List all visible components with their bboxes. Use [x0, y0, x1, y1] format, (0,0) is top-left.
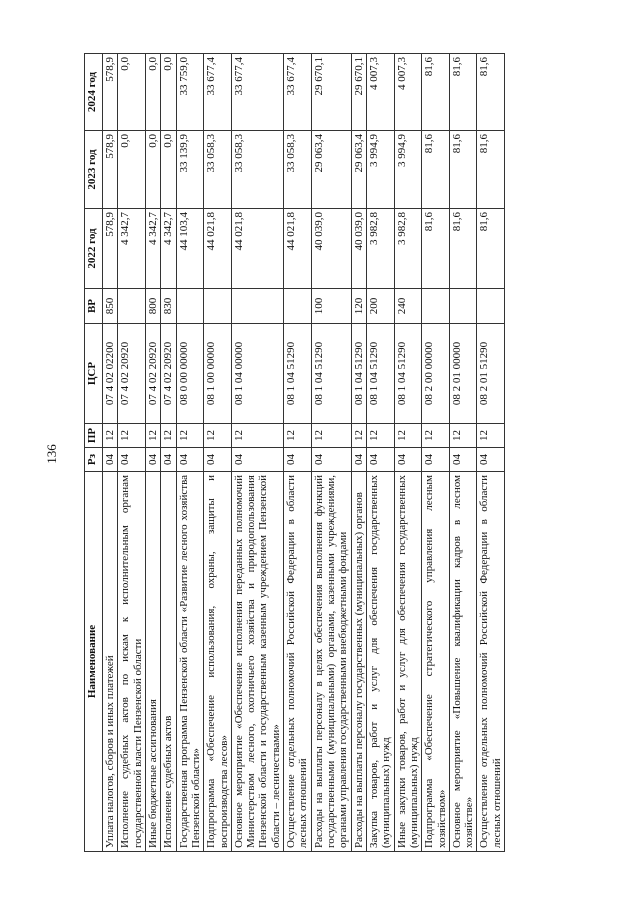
cell-csr: 08 2 01 51290 — [477, 324, 505, 424]
cell-2022: 40 039,0 — [311, 209, 351, 289]
cell-2022: 44 021,8 — [231, 209, 283, 289]
cell-2023: 81,6 — [449, 131, 477, 209]
cell-pr: 12 — [394, 424, 422, 448]
cell-2023: 33 058,3 — [231, 131, 283, 209]
cell-vr — [422, 289, 450, 324]
table-row — [366, 54, 394, 852]
cell-csr: 07 4 02 20920 — [118, 324, 146, 424]
cell-name: Подпрограмма «Обеспечение использования, охраны, защиты и воспроизводства лесов» — [204, 472, 232, 852]
cell-2023: 578,9 — [103, 131, 118, 209]
cell-csr: 08 1 04 51290 — [394, 324, 422, 424]
budget-table — [84, 53, 505, 852]
table-row — [231, 54, 283, 852]
cell-rz: 04 — [422, 448, 450, 472]
cell-rz: 04 — [351, 448, 366, 472]
cell-vr — [231, 289, 283, 324]
cell-rz: 04 — [231, 448, 283, 472]
cell-2023: 29 063,4 — [351, 131, 366, 209]
table-row — [118, 54, 146, 852]
cell-2024: 29 670,1 — [311, 54, 351, 131]
cell-2022: 81,6 — [422, 209, 450, 289]
cell-csr: 08 1 04 51290 — [351, 324, 366, 424]
cell-2023: 0,0 — [118, 131, 146, 209]
cell-name: Уплата налогов, сборов и иных платежей — [103, 472, 118, 852]
cell-vr — [204, 289, 232, 324]
cell-2024: 81,6 — [422, 54, 450, 131]
cell-csr: 07 4 02 20920 — [145, 324, 160, 424]
cell-2024: 4 007,3 — [366, 54, 394, 131]
cell-name: Основное мероприятие «Обеспечение исполнения переданных полномочий Министерством лесного, охотничьего хозяйства и природопользования Пензенской области и государственным казенным учреждением Пензенской области – лесничествами» — [231, 472, 283, 852]
page-number: 136 — [44, 444, 59, 464]
cell-pr: 12 — [366, 424, 394, 448]
cell-name: Расходы на выплаты персоналу в целях обеспечения выполнения функций государственными (муниципальными) органами, казенными учреждениями, органами управления государственными внебюджетными фондами — [311, 472, 351, 852]
cell-rz: 04 — [311, 448, 351, 472]
cell-pr: 12 — [204, 424, 232, 448]
table-row — [284, 54, 312, 852]
cell-vr: 850 — [103, 289, 118, 324]
cell-csr: 08 2 01 00000 — [449, 324, 477, 424]
cell-rz: 04 — [145, 448, 160, 472]
cell-name: Осуществление отдельных полномочий Российской Федерации в области лесных отношений — [477, 472, 505, 852]
cell-vr: 830 — [161, 289, 176, 324]
cell-pr: 12 — [477, 424, 505, 448]
cell-vr: 100 — [311, 289, 351, 324]
cell-pr: 12 — [145, 424, 160, 448]
table-row — [103, 54, 118, 852]
table-header-row — [85, 54, 103, 852]
cell-2023: 33 058,3 — [284, 131, 312, 209]
rotated-table-container — [84, 54, 578, 852]
cell-2022: 3 982,8 — [394, 209, 422, 289]
table-row — [351, 54, 366, 852]
cell-2022: 44 021,8 — [284, 209, 312, 289]
cell-2022: 44 021,8 — [204, 209, 232, 289]
cell-csr: 08 1 04 51290 — [284, 324, 312, 424]
cell-2023: 3 994,9 — [394, 131, 422, 209]
cell-pr: 12 — [103, 424, 118, 448]
cell-2024: 4 007,3 — [394, 54, 422, 131]
cell-pr: 12 — [176, 424, 204, 448]
cell-csr: 08 2 00 00000 — [422, 324, 450, 424]
table-body — [103, 54, 505, 852]
table-row — [477, 54, 505, 852]
cell-2023: 3 994,9 — [366, 131, 394, 209]
cell-name: Осуществление отдельных полномочий Российской Федерации в области лесных отношений — [284, 472, 312, 852]
cell-2024: 33 759,0 — [176, 54, 204, 131]
cell-pr: 12 — [161, 424, 176, 448]
cell-vr — [284, 289, 312, 324]
cell-vr — [118, 289, 146, 324]
cell-pr: 12 — [311, 424, 351, 448]
cell-2022: 3 982,8 — [366, 209, 394, 289]
cell-pr: 12 — [449, 424, 477, 448]
cell-pr: 12 — [351, 424, 366, 448]
cell-name: Государственная программа Пензенской области «Развитие лесного хозяйства Пензенской области» — [176, 472, 204, 852]
cell-2022: 4 342,7 — [161, 209, 176, 289]
cell-vr: 240 — [394, 289, 422, 324]
cell-2024: 33 677,4 — [284, 54, 312, 131]
cell-vr — [176, 289, 204, 324]
cell-csr: 08 1 04 51290 — [366, 324, 394, 424]
cell-rz: 04 — [161, 448, 176, 472]
table-row — [311, 54, 351, 852]
table-row — [161, 54, 176, 852]
cell-name: Иные закупки товаров, работ и услуг для обеспечения государственных (муниципальных) нужд — [394, 472, 422, 852]
cell-2022: 4 342,7 — [118, 209, 146, 289]
cell-rz: 04 — [394, 448, 422, 472]
cell-2024: 0,0 — [145, 54, 160, 131]
cell-name: Исполнение судебных актов — [161, 472, 176, 852]
table-row — [394, 54, 422, 852]
cell-vr: 800 — [145, 289, 160, 324]
cell-rz: 04 — [477, 448, 505, 472]
cell-pr: 12 — [231, 424, 283, 448]
cell-rz: 04 — [118, 448, 146, 472]
cell-2023: 0,0 — [161, 131, 176, 209]
cell-2024: 29 670,1 — [351, 54, 366, 131]
cell-name: Иные бюджетные ассигнования — [145, 472, 160, 852]
cell-2022: 40 039,0 — [351, 209, 366, 289]
cell-rz: 04 — [204, 448, 232, 472]
cell-2023: 33 058,3 — [204, 131, 232, 209]
cell-2023: 0,0 — [145, 131, 160, 209]
cell-2022: 4 342,7 — [145, 209, 160, 289]
header-vr: ВР — [85, 289, 103, 324]
cell-vr — [449, 289, 477, 324]
cell-pr: 12 — [422, 424, 450, 448]
cell-rz: 04 — [176, 448, 204, 472]
cell-csr: 08 1 04 51290 — [311, 324, 351, 424]
table-row — [204, 54, 232, 852]
cell-rz: 04 — [366, 448, 394, 472]
header-pr: ПР — [85, 424, 103, 448]
cell-2023: 29 063,4 — [311, 131, 351, 209]
cell-csr: 07 4 02 02200 — [103, 324, 118, 424]
cell-2022: 81,6 — [449, 209, 477, 289]
cell-csr: 08 1 04 00000 — [231, 324, 283, 424]
cell-2024: 0,0 — [118, 54, 146, 131]
cell-2024: 81,6 — [477, 54, 505, 131]
cell-2023: 81,6 — [477, 131, 505, 209]
cell-name: Подпрограмма «Обеспечение стратегического управления лесным хозяйством» — [422, 472, 450, 852]
cell-csr: 08 1 00 00000 — [204, 324, 232, 424]
cell-pr: 12 — [118, 424, 146, 448]
cell-csr: 08 0 00 00000 — [176, 324, 204, 424]
cell-vr — [477, 289, 505, 324]
cell-name: Исполнение судебных актов по искам к исполнительным органам государственной власти Пензенской области — [118, 472, 146, 852]
table-row — [422, 54, 450, 852]
cell-2023: 33 139,9 — [176, 131, 204, 209]
header-csr: ЦСР — [85, 324, 103, 424]
table-row — [145, 54, 160, 852]
cell-name: Расходы на выплаты персоналу государственных (муниципальных) органов — [351, 472, 366, 852]
table-row — [176, 54, 204, 852]
header-2022: 2022 год — [85, 209, 103, 289]
cell-2024: 81,6 — [449, 54, 477, 131]
header-2024: 2024 год — [85, 54, 103, 131]
cell-rz: 04 — [103, 448, 118, 472]
cell-rz: 04 — [284, 448, 312, 472]
cell-2022: 44 103,4 — [176, 209, 204, 289]
cell-2024: 33 677,4 — [231, 54, 283, 131]
cell-2023: 81,6 — [422, 131, 450, 209]
cell-vr: 200 — [366, 289, 394, 324]
header-name: Наименование — [85, 472, 103, 852]
cell-pr: 12 — [284, 424, 312, 448]
cell-rz: 04 — [449, 448, 477, 472]
cell-name: Закупка товаров, работ и услуг для обеспечения государственных (муниципальных) нужд — [366, 472, 394, 852]
cell-2022: 81,6 — [477, 209, 505, 289]
cell-name: Основное мероприятие «Повышение квалификации кадров в лесном хозяйстве» — [449, 472, 477, 852]
header-rz: Рз — [85, 448, 103, 472]
cell-2022: 578,9 — [103, 209, 118, 289]
table-row — [449, 54, 477, 852]
header-2023: 2023 год — [85, 131, 103, 209]
cell-vr: 120 — [351, 289, 366, 324]
cell-2024: 578,9 — [103, 54, 118, 131]
cell-csr: 07 4 02 20920 — [161, 324, 176, 424]
cell-2024: 0,0 — [161, 54, 176, 131]
cell-2024: 33 677,4 — [204, 54, 232, 131]
